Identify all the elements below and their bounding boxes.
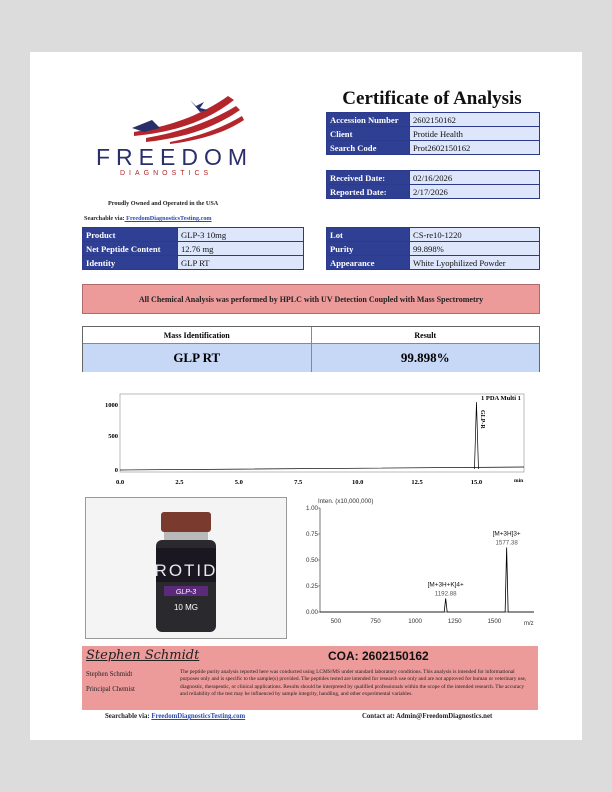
ms-y-tick: 0.00 [305,609,318,616]
received-date-value: 02/16/2026 [410,171,540,185]
lot-table [326,227,540,270]
ms-x-tick: 1000 [408,618,422,625]
reported-date-value: 2/17/2026 [410,185,540,199]
ms-y-tick: 0.25 [305,583,318,590]
result-header: Result [414,330,437,340]
hplc-x-tick: 15.0 [470,479,483,486]
logo-flag-icon [130,92,270,144]
ms-x-unit: m/z [524,621,534,627]
website-link[interactable]: FreedomDiagnosticsTesting.com [124,215,212,222]
disclaimer: The peptide purity analysis reported here was conducted using LCMS/MS under standard laboratory conditions. This analysis is intended for informational purposes only and is specific to the sample(s) provided. The peptides tested are intended for research use only and are not approved for human or veterinary use, diagnostic, therapeutic, or clinical applications. Results should be interpreted by qualified professionals within the scope of the intended research. The accuracy and reliability of the test may be influenced by sample integrity, handling, and other experimental variables. [180,669,527,698]
ms-x-tick: 750 [370,618,381,625]
accession-table [326,112,540,155]
appearance-value: White Lyophilized Powder [410,256,540,270]
mass-identification-value: GLP RT [83,344,312,372]
page-title: Certificate of Analysis [342,88,522,109]
lot-label: Lot [327,228,410,242]
vial-image [86,498,286,638]
vial-name: GLP-3 [175,589,197,596]
tagline: Proudly Owned and Operated in the USA [108,200,219,207]
mass-identification-header: Mass Identification [83,327,312,343]
product-photo [85,497,287,639]
hplc-trace [120,402,524,470]
client-value: Protide Health [410,127,540,141]
product-label: Product [83,228,178,242]
search-code-label: Search Code [327,141,410,155]
ms-peak-value: 1577.38 [495,539,518,547]
product-value: GLP-3 10mg [178,228,304,242]
vial-brand: ROTID [154,561,218,580]
ms-y-title: Inten. (x10,000,000) [318,498,374,505]
ms-peak-label: [M+3H]3+ [492,530,521,538]
accession-value: 2602150162 [410,113,540,127]
signature: Stephen Schmidt [86,648,200,663]
signer-title: Principal Chemist [86,686,135,693]
hplc-chromatogram [86,388,536,490]
hplc-x-tick: 5.0 [234,479,243,486]
product-table [82,227,304,270]
method-banner: All Chemical Analysis was performed by HPLC with UV Detection Coupled with Mass Spectrometry [82,284,540,314]
appearance-label: Appearance [327,256,410,270]
purity-label: Purity [327,242,410,256]
accession-label: Accession Number [327,113,410,127]
logo-wordmark: FREEDOM [96,144,253,170]
lot-value: CS-re10-1220 [410,228,540,242]
ms-x-tick: 1250 [447,618,462,625]
hplc-x-tick: 0.0 [115,479,125,486]
dates-table [326,170,540,199]
contact-email[interactable]: Contact at: Admin@FreedomDiagnostics.net [362,713,493,720]
mass-spectrum [296,494,542,634]
hplc-x-tick: 2.5 [175,479,184,486]
ms-y-tick: 0.75 [305,531,318,538]
net-peptide-label: Net Peptide Content [83,242,178,256]
net-peptide-value: 12.76 mg [178,242,304,256]
client-label: Client [327,127,410,141]
signer-name: Stephen Schmidt [86,671,133,678]
ms-x-tick: 1500 [487,618,502,625]
result-value: 99.898% [400,350,450,365]
received-date-label: Received Date: [327,171,410,185]
searchable-footer: Searchable via: FreedomDiagnosticsTesting.com [105,713,246,720]
result-table [82,326,540,372]
ms-peak-value: 1192.88 [434,590,457,598]
ms-peak-label: [M+3H+K]4+ [427,581,464,589]
ms-y-tick: 0.50 [305,557,318,564]
searchable-top: Searchable via: FreedomDiagnosticsTesting.com [84,215,212,222]
search-code-value: Prot2602150162 [410,141,540,155]
ms-trace [320,548,534,612]
hplc-peak-label: GLP-R [479,410,485,429]
hplc-x-unit: min [514,478,524,484]
identity-value: GLP RT [178,256,304,270]
hplc-x-tick: 12.5 [411,479,423,486]
coa-number: COA: 2602150162 [328,649,429,663]
identity-label: Identity [83,256,178,270]
ms-x-tick: 500 [330,618,342,625]
hplc-y-tick: 500 [108,433,118,440]
ms-y-tick: 1.00 [305,505,318,512]
purity-value: 99.898% [410,242,540,256]
hplc-x-tick: 10.0 [351,479,364,486]
reported-date-label: Reported Date: [327,185,410,199]
hplc-x-tick: 7.5 [294,479,303,486]
footer-website-link[interactable]: FreedomDiagnosticsTesting.com [151,713,246,720]
hplc-y-tick: 0 [114,467,118,474]
hplc-y-tick: 1000 [105,402,118,409]
logo-subtitle: DIAGNOSTICS [120,170,213,177]
vial-dose: 10 MG [173,603,199,612]
hplc-legend: 1 PDA Multi 1 [481,395,521,402]
